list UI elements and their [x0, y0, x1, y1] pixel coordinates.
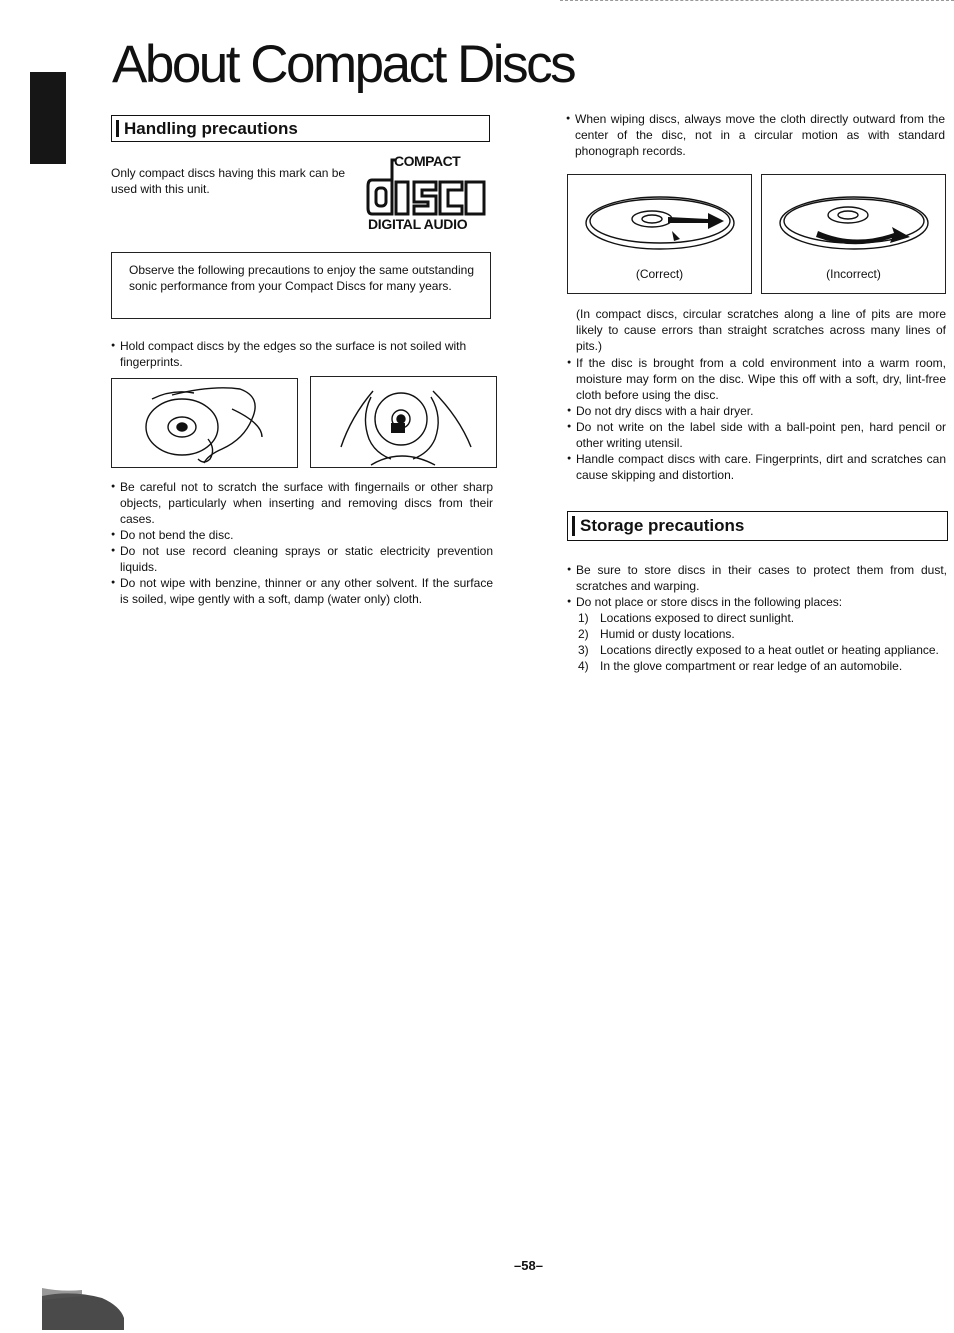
wiping-bullet-list [566, 111, 945, 159]
storage-heading-box [567, 511, 948, 541]
storage-place-item [570, 626, 947, 642]
storage-bullet-list [567, 562, 947, 610]
storage-place-item [570, 642, 947, 658]
precaution-note: Observe the following precautions to enjoy the same outstanding sonic performance from your Compact Discs for many years. [129, 263, 474, 293]
wiping-bullet: ● When wiping discs, always move the cloth directly outward from the center of the disc, not in a circular motion as with standard phonograph records. [566, 111, 945, 159]
disc-care-bullet: ● Do not dry discs with a hair dryer. [567, 403, 946, 419]
page-number: –58– [514, 1258, 543, 1273]
precaution-note-box [111, 252, 491, 319]
disc-wipe-outward-icon [568, 175, 751, 265]
top-edge-rule [560, 0, 954, 3]
place-number: 2) [578, 627, 589, 641]
disc-care-bullet: ● If the disc is brought from a cold environment into a warm room, moisture may form on the disc. Wipe this off with a soft, dry, lint-free cloth before using the disc. [567, 355, 946, 403]
disc-logo-mark [366, 158, 490, 218]
storage-bullet: ● Do not place or store discs in the following places: [567, 594, 947, 610]
place-number: 1) [578, 611, 589, 625]
handling-heading-box [111, 115, 490, 142]
heading-bar [116, 120, 119, 137]
logo-bottom-text: DIGITAL AUDIO [368, 216, 468, 232]
disc-care-bullet: ● Do not write on the label side with a ball-point pen, hard pencil or other writing utensil. [567, 419, 946, 451]
section-tab-marker [30, 72, 66, 164]
place-text: Locations exposed to direct sunlight. [600, 611, 795, 625]
storage-bullet: ● Be sure to store discs in their cases to protect them from dust, scratches and warping. [567, 562, 947, 594]
storage-place-item [570, 658, 947, 674]
handling-bullet: ● Be careful not to scratch the surface with fingernails or other sharp objects, particularly when inserting and removing discs from their cases. [111, 479, 493, 527]
hold-bullet: ● Hold compact discs by the edges so the surface is not soiled with fingerprints. [111, 338, 493, 370]
caption-correct: (Correct) [635, 267, 684, 281]
handling-heading: Handling precautions [124, 119, 298, 138]
handling-bullet: ● Do not bend the disc. [111, 527, 493, 543]
cd-mark-text: Only compact discs having this mark can be used with this unit. [111, 166, 346, 196]
disc-care-bullet-list [567, 355, 946, 483]
storage-places-list [570, 610, 947, 674]
hand-holding-disc-edge-icon [112, 379, 297, 467]
logo-top-text: COMPACT [394, 153, 461, 169]
wipe-incorrect-figure [761, 174, 946, 294]
storage-heading: Storage precautions [580, 516, 745, 535]
scan-smudge-mark [42, 1288, 124, 1330]
hands-holding-disc-icon [311, 377, 496, 467]
place-number: 3) [578, 643, 589, 657]
handling-bullet-list [111, 479, 493, 607]
caption-incorrect: (Incorrect) [826, 267, 881, 281]
hold-disc-illustration-1 [111, 378, 298, 468]
handling-bullet: ● Do not wipe with benzine, thinner or any other solvent. If the surface is soiled, wipe gently with a soft, damp (water only) cloth. [111, 575, 493, 607]
disc-care-bullet: ● Handle compact discs with care. Fingerprints, dirt and scratches can cause skipping and distortion. [567, 451, 946, 483]
compact-disc-logo [366, 153, 490, 233]
handling-bullet: ● Do not use record cleaning sprays or static electricity prevention liquids. [111, 543, 493, 575]
disc-wipe-circular-icon [762, 175, 945, 265]
place-text: Locations directly exposed to a heat outlet or heating appliance. [600, 643, 939, 657]
page-title: About Compact Discs [112, 35, 575, 94]
place-number: 4) [578, 659, 589, 673]
wipe-correct-figure [567, 174, 752, 294]
storage-place-item [570, 610, 947, 626]
place-text: Humid or dusty locations. [600, 627, 735, 641]
scratch-note: (In compact discs, circular scratches along a line of pits are more likely to cause errors than straight scratches across many lines of pits.) [576, 307, 946, 353]
hold-bullet-list [111, 338, 493, 370]
place-text: In the glove compartment or rear ledge of an automobile. [600, 659, 903, 673]
hold-disc-illustration-2 [310, 376, 497, 468]
heading-bar [572, 516, 575, 536]
